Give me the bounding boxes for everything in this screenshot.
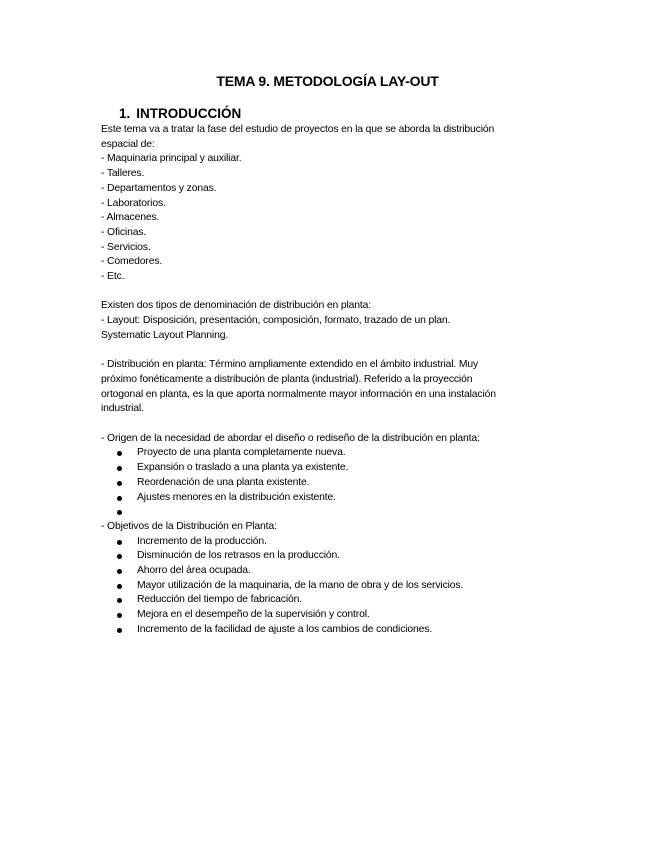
bullet-item — [101, 564, 561, 579]
bullet-icon — [117, 598, 122, 603]
bullet-icon — [117, 451, 122, 456]
bullet-text: Proyecto de una planta completamente nueva. — [137, 447, 346, 459]
bullet-text: Mejora en el desempeño de la supervisión y control. — [137, 609, 370, 621]
bullet-text: Ahorro del área ocupada. — [137, 565, 251, 577]
bullet-icon — [117, 481, 122, 486]
bullet-item — [101, 461, 561, 476]
objectives-heading: - Objetivos de la Distribución en Planta: — [101, 520, 277, 532]
list-item: - Etc. — [101, 271, 125, 283]
bullet-text: Reordenación de una planta existente. — [137, 476, 310, 488]
bullet-icon — [117, 540, 122, 545]
section-heading-text: INTRODUCCIÓN — [136, 106, 242, 121]
paragraph-line: próximo fonéticamente a distribución de planta (industrial). Referido a la proyección — [101, 373, 473, 385]
bullet-item — [101, 608, 561, 623]
bullet-text: Ajustes menores en la distribución existente. — [137, 491, 336, 503]
bullet-text: Expansión o traslado a una planta ya existente. — [137, 462, 349, 474]
origin-list — [101, 446, 561, 520]
bullet-item — [101, 549, 561, 564]
bullet-icon — [117, 510, 122, 515]
section-number: 1. — [119, 106, 131, 121]
bullet-text: Mayor utilización de la maquinaria, de la mano de obra y de los servicios. — [137, 579, 464, 591]
intro-block — [101, 123, 561, 285]
bullet-text: Incremento de la facilidad de ajuste a los cambios de condiciones. — [137, 623, 433, 635]
objectives-list — [101, 535, 561, 638]
types-block — [101, 299, 561, 343]
bullet-item — [101, 446, 561, 461]
bullet-item-empty — [101, 505, 561, 520]
bullet-item — [101, 476, 561, 491]
list-item: - Oficinas. — [101, 226, 147, 238]
bullet-item — [101, 623, 561, 638]
bullet-text: Incremento de la producción. — [137, 535, 267, 547]
paragraph-line: industrial. — [101, 403, 144, 415]
page-title: TEMA 9. METODOLOGÍA LAY-OUT — [216, 73, 439, 89]
list-item: - Maquinaria principal y auxiliar. — [101, 153, 242, 165]
bullet-item — [101, 579, 561, 594]
paragraph-spacer — [101, 344, 561, 359]
paragraph-spacer — [101, 285, 561, 300]
paragraph-line: - Layout: Disposición, presentación, composición, formato, trazado de un plan. — [101, 315, 451, 327]
list-item: - Laboratorios. — [101, 197, 166, 209]
bullet-icon — [117, 466, 122, 471]
bullet-icon — [117, 496, 122, 501]
list-item: - Servicios. — [101, 241, 151, 253]
section-heading — [119, 106, 241, 121]
distribution-block — [101, 358, 561, 417]
bullet-text: Reducción del tiempo de fabricación. — [137, 594, 302, 606]
list-item: - Comedores. — [101, 256, 163, 268]
paragraph-line: espacial de: — [101, 138, 155, 150]
list-item: - Departamentos y zonas. — [101, 182, 217, 194]
paragraph-line: Existen dos tipos de denominación de distribución en planta: — [101, 300, 371, 312]
paragraph-line: Este tema va a tratar la fase del estudio de proyectos en la que se aborda la distribución — [101, 124, 495, 135]
bullet-icon — [117, 569, 122, 574]
bullet-icon — [117, 628, 122, 633]
bullet-icon — [117, 584, 122, 589]
document-body — [101, 123, 561, 638]
paragraph-line: Systematic Layout Planning. — [101, 329, 229, 341]
objectives-block — [101, 520, 561, 638]
bullet-item — [101, 593, 561, 608]
bullet-item — [101, 535, 561, 550]
bullet-icon — [117, 613, 122, 618]
origin-block — [101, 432, 561, 520]
bullet-text: Disminución de los retrasos en la producción. — [137, 550, 340, 562]
origin-heading: - Origen de la necesidad de abordar el diseño o rediseño de la distribución en planta: — [101, 432, 480, 444]
paragraph-line: ortogonal en planta, es la que aporta normalmente mayor información en una instalación — [101, 388, 496, 400]
paragraph-line: - Distribución en planta: Término ampliamente extendido en el ámbito industrial. Muy — [101, 359, 479, 371]
bullet-icon — [117, 554, 122, 559]
bullet-item — [101, 491, 561, 506]
list-item: - Talleres. — [101, 168, 145, 180]
paragraph-spacer — [101, 417, 561, 432]
list-item: - Almacenes. — [101, 212, 160, 224]
